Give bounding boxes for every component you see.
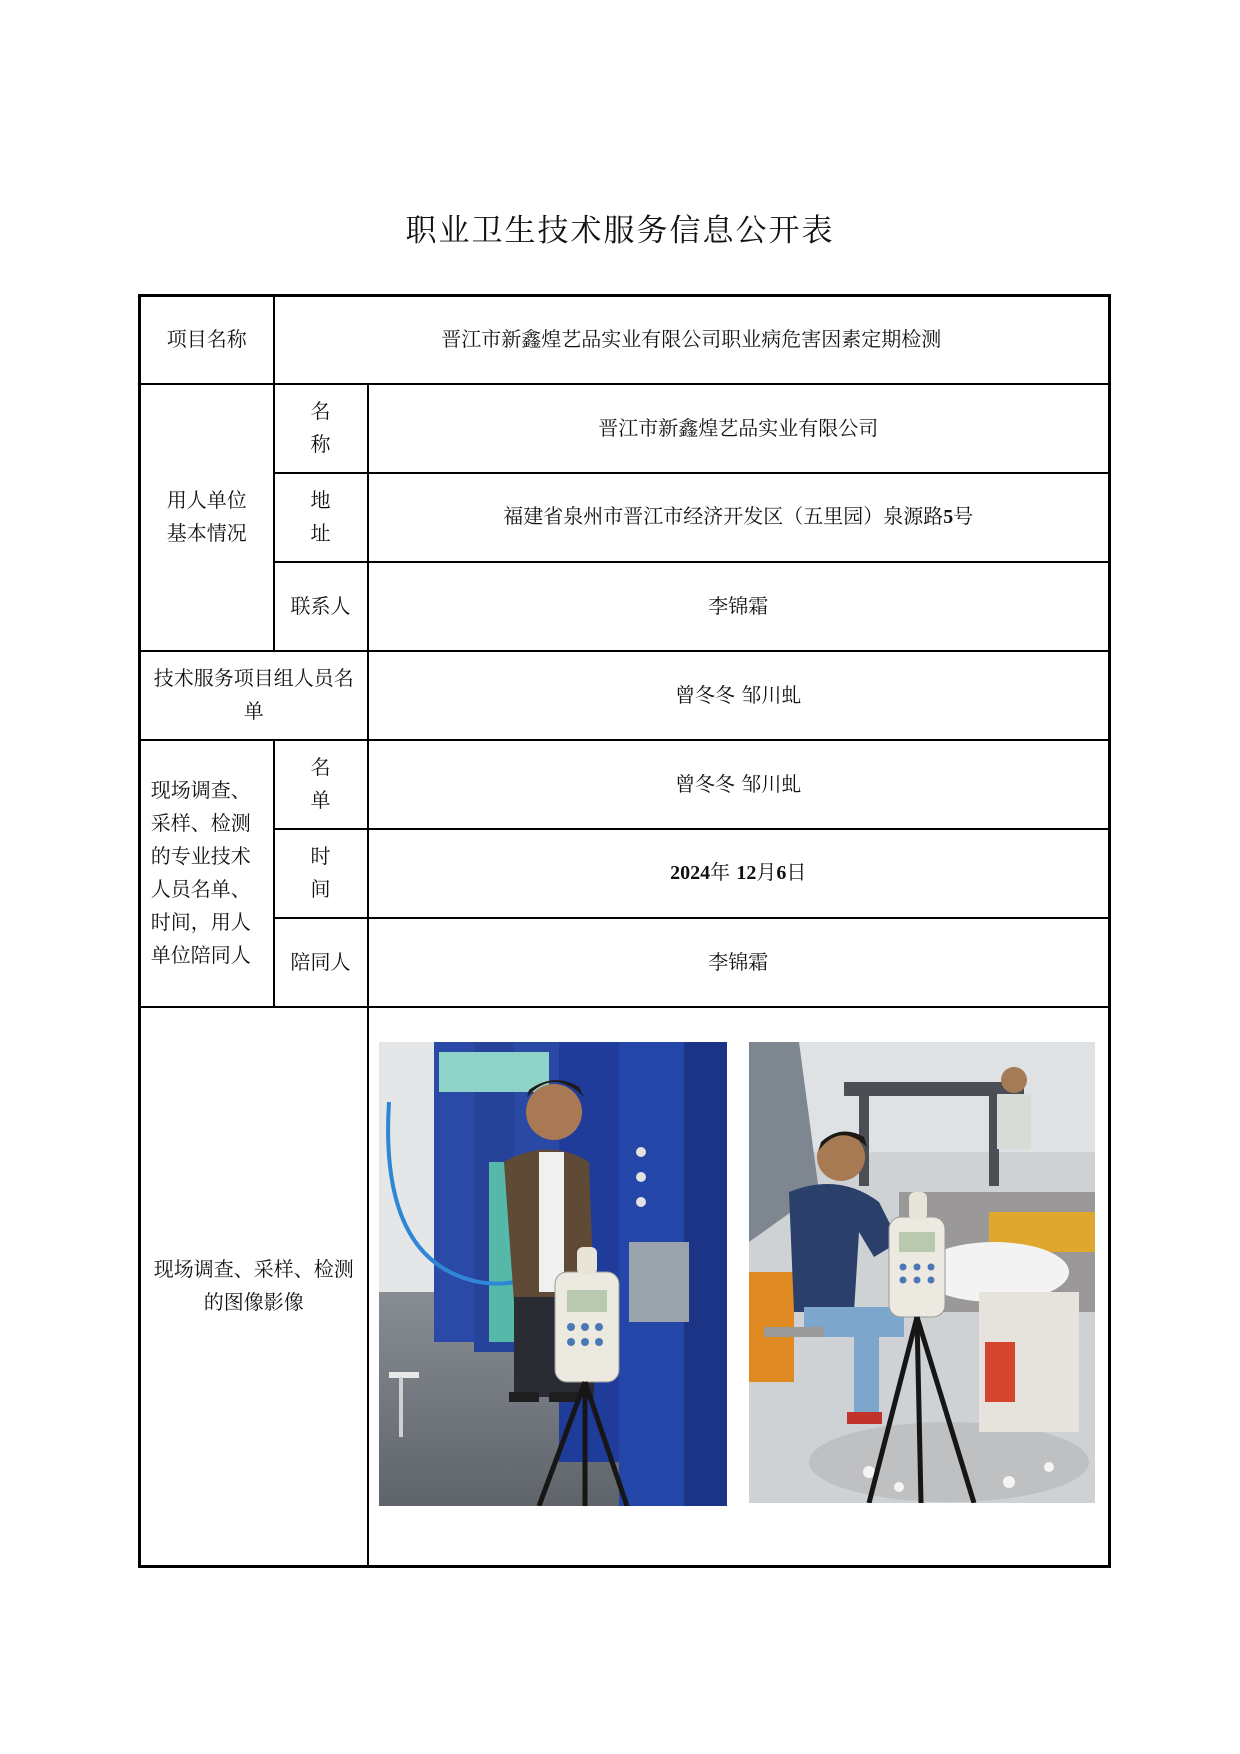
page-title: 职业卫生技术服务信息公开表: [405, 213, 835, 249]
photo-sound-level-meter-cutting-machine: [749, 1042, 1095, 1503]
employer-address-value: 福建省泉州市晋江市经济开发区（五里园）泉源路5号: [368, 473, 1110, 562]
project-name-value: 晋江市新鑫煌艺品实业有限公司职业病危害因素定期检测: [274, 296, 1110, 384]
employer-address-label: 地 址: [274, 473, 368, 562]
escort-label: 陪同人: [274, 918, 368, 1007]
row-survey-names: [140, 740, 1110, 829]
employer-group-label: 用人单位基本情况: [140, 384, 274, 651]
employer-name-value: 晋江市新鑫煌艺品实业有限公司: [368, 384, 1110, 473]
employer-name-label: 名 称: [274, 384, 368, 473]
team-label: 技术服务项目组人员名单: [140, 651, 368, 740]
row-employer-address: [140, 473, 1110, 562]
contact-value: 李锦霜: [368, 562, 1110, 651]
images-label: 现场调查、采样、检测的图像影像: [140, 1007, 368, 1567]
row-escort: [140, 918, 1110, 1007]
row-team: [140, 651, 1110, 740]
info-table: [138, 294, 1111, 1568]
photo-sound-level-meter-press-machines: [379, 1042, 727, 1506]
survey-time-label: 时 间: [274, 829, 368, 918]
survey-group-label: 现场调查、采样、检测的专业技术人员名单、时间，用人单位陪同人: [140, 740, 274, 1007]
contact-label: 联系人: [274, 562, 368, 651]
survey-time-value: 2024年 12月6日: [368, 829, 1110, 918]
team-value: 曾冬冬 邹川虬: [368, 651, 1110, 740]
survey-names-label: 名 单: [274, 740, 368, 829]
survey-names-value: 曾冬冬 邹川虬: [368, 740, 1110, 829]
row-contact: [140, 562, 1110, 651]
project-name-label: 项目名称: [140, 296, 274, 384]
row-project-name: [140, 296, 1110, 384]
row-survey-time: [140, 829, 1110, 918]
row-employer-name: [140, 384, 1110, 473]
escort-value: 李锦霜: [368, 918, 1110, 1007]
images-cell: [368, 1007, 1110, 1567]
row-images: [140, 1007, 1110, 1567]
